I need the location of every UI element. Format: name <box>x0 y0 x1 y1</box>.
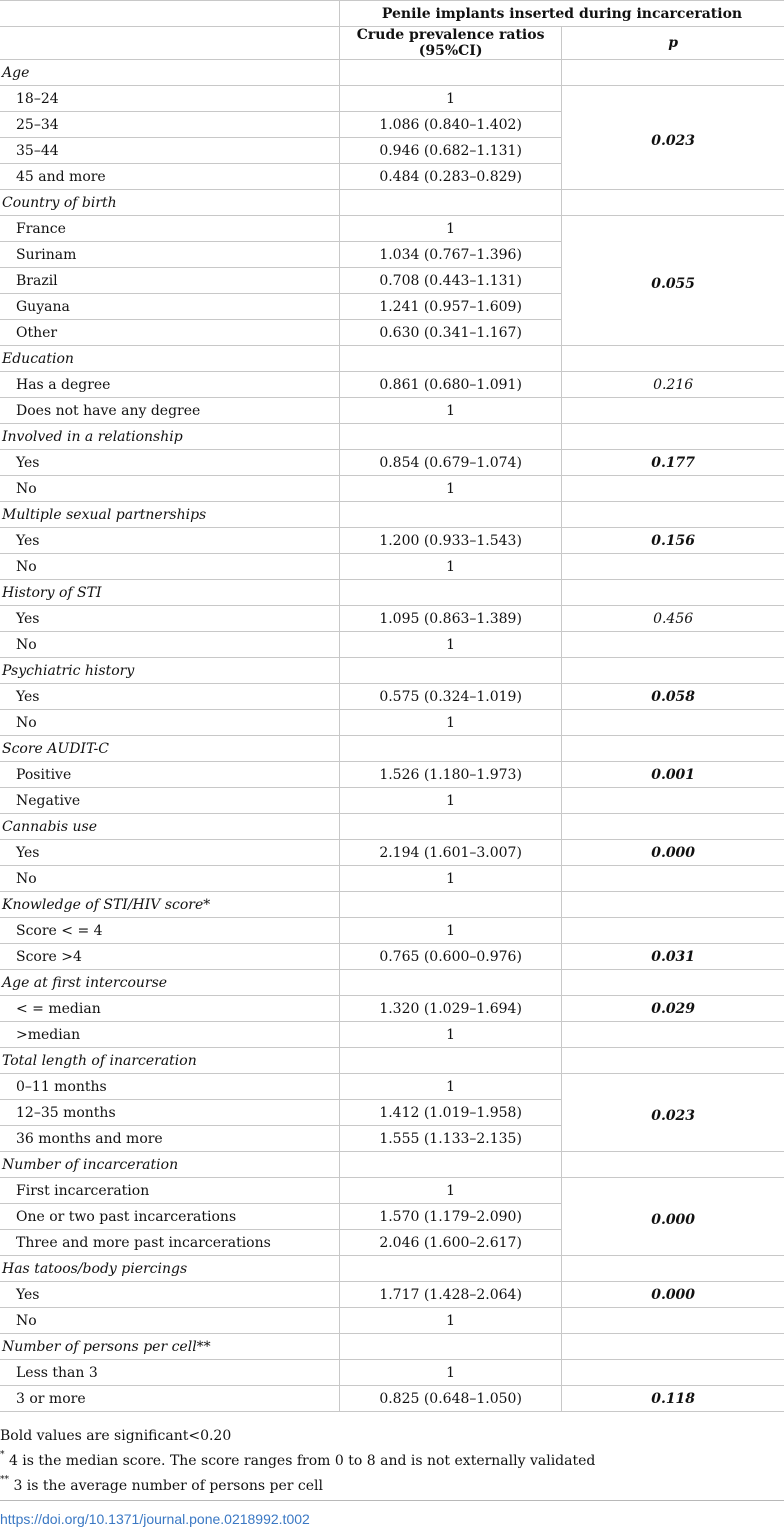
category-row <box>0 502 784 528</box>
table-row <box>0 1308 784 1334</box>
category-label: Involved in a relationship <box>0 424 340 450</box>
ratio-cell: 0.484 (0.283–0.829) <box>340 164 562 190</box>
table-row <box>0 398 784 424</box>
ratio-cell: 1 <box>340 632 562 658</box>
ratio-cell <box>340 1152 562 1178</box>
level-label: Brazil <box>0 268 340 294</box>
level-label: Yes <box>0 684 340 710</box>
level-label: 18–24 <box>0 86 340 112</box>
ratio-cell <box>340 970 562 996</box>
level-label: Yes <box>0 450 340 476</box>
ratio-cell <box>340 580 562 606</box>
footnote-mark-1: * <box>0 1450 5 1460</box>
note-bold: Bold values are significant<0.20 <box>0 1428 232 1444</box>
ratio-cell: 1 <box>340 918 562 944</box>
p-value-cell: 0.001 <box>562 762 784 788</box>
p-value-cell <box>562 502 784 528</box>
category-row <box>0 736 784 762</box>
p-value-cell <box>562 554 784 580</box>
footnote-mark-2: ** <box>0 1475 9 1485</box>
p-value-cell: 0.031 <box>562 944 784 970</box>
category-row <box>0 580 784 606</box>
table-row <box>0 762 784 788</box>
table-row <box>0 996 784 1022</box>
ratio-cell: 1 <box>340 788 562 814</box>
category-label: Psychiatric history <box>0 658 340 684</box>
category-label: Cannabis use <box>0 814 340 840</box>
table-row <box>0 1074 784 1100</box>
header-row-group <box>0 1 784 27</box>
category-row <box>0 1152 784 1178</box>
ratio-cell <box>340 60 562 86</box>
p-value-cell: 0.456 <box>562 606 784 632</box>
category-row <box>0 1048 784 1074</box>
ratio-cell: 1.034 (0.767–1.396) <box>340 242 562 268</box>
level-label: Surinam <box>0 242 340 268</box>
p-value-cell: 0.023 <box>562 1074 784 1152</box>
level-label: Score >4 <box>0 944 340 970</box>
level-label: Less than 3 <box>0 1360 340 1386</box>
p-value-cell <box>562 190 784 216</box>
p-value-cell <box>562 658 784 684</box>
level-label: Yes <box>0 528 340 554</box>
header-p: p <box>562 27 784 60</box>
p-value-cell: 0.000 <box>562 1282 784 1308</box>
level-label: 3 or more <box>0 1386 340 1412</box>
table-row <box>0 1360 784 1386</box>
category-row <box>0 658 784 684</box>
ratio-cell: 1.526 (1.180–1.973) <box>340 762 562 788</box>
p-value-cell <box>562 710 784 736</box>
header-blank-cell <box>0 27 340 60</box>
level-label: First incarceration <box>0 1178 340 1204</box>
level-label: No <box>0 710 340 736</box>
p-value-cell <box>562 476 784 502</box>
p-value-cell <box>562 970 784 996</box>
ratio-cell <box>340 346 562 372</box>
level-label: Yes <box>0 840 340 866</box>
category-label: Score AUDIT-C <box>0 736 340 762</box>
ratio-cell <box>340 190 562 216</box>
category-label: Country of birth <box>0 190 340 216</box>
table-row <box>0 840 784 866</box>
level-label: Other <box>0 320 340 346</box>
level-label: France <box>0 216 340 242</box>
table-row <box>0 788 784 814</box>
p-value-cell <box>562 814 784 840</box>
ratio-cell: 0.765 (0.600–0.976) <box>340 944 562 970</box>
level-label: No <box>0 632 340 658</box>
ratio-cell <box>340 658 562 684</box>
table-row <box>0 554 784 580</box>
ratio-cell <box>340 736 562 762</box>
category-label: Number of incarceration <box>0 1152 340 1178</box>
p-value-cell <box>562 736 784 762</box>
table-row <box>0 372 784 398</box>
p-value-cell <box>562 580 784 606</box>
ratio-cell <box>340 1256 562 1282</box>
p-value-cell <box>562 398 784 424</box>
ratio-cell: 0.946 (0.682–1.131) <box>340 138 562 164</box>
ratio-cell: 1 <box>340 554 562 580</box>
category-label: Age <box>0 60 340 86</box>
p-value-cell: 0.177 <box>562 450 784 476</box>
header-blank-cell <box>0 1 340 27</box>
ratio-cell: 0.825 (0.648–1.050) <box>340 1386 562 1412</box>
ratio-cell: 1.200 (0.933–1.543) <box>340 528 562 554</box>
category-label: Number of persons per cell** <box>0 1334 340 1360</box>
level-label: Yes <box>0 606 340 632</box>
table-row <box>0 944 784 970</box>
level-label: No <box>0 554 340 580</box>
doi-link[interactable]: https://doi.org/10.1371/journal.pone.0218992.t002 <box>0 1500 784 1527</box>
ratio-cell: 1.095 (0.863–1.389) <box>340 606 562 632</box>
p-value-cell <box>562 1360 784 1386</box>
level-label: 45 and more <box>0 164 340 190</box>
p-value-cell <box>562 1334 784 1360</box>
p-value-cell <box>562 1152 784 1178</box>
ratio-cell <box>340 892 562 918</box>
ratio-cell: 1 <box>340 398 562 424</box>
p-value-cell: 0.023 <box>562 86 784 190</box>
table-row <box>0 1386 784 1412</box>
p-value-cell <box>562 1256 784 1282</box>
category-label: Has tatoos/body piercings <box>0 1256 340 1282</box>
header-group-title: Penile implants inserted during incarceration <box>340 1 784 27</box>
ratio-cell: 1.086 (0.840–1.402) <box>340 112 562 138</box>
ratio-cell: 1 <box>340 1308 562 1334</box>
table-row <box>0 632 784 658</box>
footnote-text-2: 3 is the average number of persons per cell <box>9 1478 324 1494</box>
level-label: 0–11 months <box>0 1074 340 1100</box>
level-label: Has a degree <box>0 372 340 398</box>
category-label: Knowledge of STI/HIV score* <box>0 892 340 918</box>
ratio-cell <box>340 424 562 450</box>
table-row <box>0 710 784 736</box>
category-row <box>0 346 784 372</box>
ratio-cell: 1 <box>340 1022 562 1048</box>
level-label: >median <box>0 1022 340 1048</box>
category-row <box>0 814 784 840</box>
p-value-cell: 0.000 <box>562 1178 784 1256</box>
ratio-cell: 1 <box>340 476 562 502</box>
p-value-cell <box>562 866 784 892</box>
level-label: 35–44 <box>0 138 340 164</box>
level-label: Yes <box>0 1282 340 1308</box>
category-row <box>0 1256 784 1282</box>
p-value-cell <box>562 1022 784 1048</box>
level-label: No <box>0 476 340 502</box>
note-footnote-1 <box>0 1449 784 1474</box>
category-label: Age at first intercourse <box>0 970 340 996</box>
p-value-cell <box>562 918 784 944</box>
p-value-cell: 0.000 <box>562 840 784 866</box>
ratio-cell: 0.575 (0.324–1.019) <box>340 684 562 710</box>
p-value-cell <box>562 788 784 814</box>
table-row <box>0 86 784 112</box>
ratio-cell: 0.708 (0.443–1.131) <box>340 268 562 294</box>
table-row <box>0 1022 784 1048</box>
table-body <box>0 60 784 1412</box>
category-row <box>0 892 784 918</box>
level-label: Positive <box>0 762 340 788</box>
p-value-cell: 0.216 <box>562 372 784 398</box>
ratio-cell: 1 <box>340 1074 562 1100</box>
p-value-cell: 0.055 <box>562 216 784 346</box>
table-row <box>0 684 784 710</box>
ratio-cell <box>340 1048 562 1074</box>
category-label: History of STI <box>0 580 340 606</box>
level-label: 12–35 months <box>0 1100 340 1126</box>
level-label: Guyana <box>0 294 340 320</box>
ratio-cell: 1 <box>340 866 562 892</box>
ratio-cell <box>340 1334 562 1360</box>
p-value-cell <box>562 892 784 918</box>
header-row-columns <box>0 27 784 60</box>
ratio-cell: 1 <box>340 710 562 736</box>
p-value-cell: 0.029 <box>562 996 784 1022</box>
category-row <box>0 60 784 86</box>
p-value-cell <box>562 632 784 658</box>
table-row <box>0 216 784 242</box>
ratio-cell: 2.194 (1.601–3.007) <box>340 840 562 866</box>
category-row <box>0 1334 784 1360</box>
ratio-cell: 1.241 (0.957–1.609) <box>340 294 562 320</box>
ratio-cell: 1 <box>340 1360 562 1386</box>
ratio-cell: 1.555 (1.133–2.135) <box>340 1126 562 1152</box>
level-label: 25–34 <box>0 112 340 138</box>
ratio-cell: 0.861 (0.680–1.091) <box>340 372 562 398</box>
table-row <box>0 450 784 476</box>
category-label: Education <box>0 346 340 372</box>
level-label: Negative <box>0 788 340 814</box>
table-row <box>0 866 784 892</box>
level-label: 36 months and more <box>0 1126 340 1152</box>
p-value-cell: 0.118 <box>562 1386 784 1412</box>
ratio-cell <box>340 502 562 528</box>
p-value-cell <box>562 346 784 372</box>
ratio-cell: 1 <box>340 216 562 242</box>
ratio-cell: 2.046 (1.600–2.617) <box>340 1230 562 1256</box>
level-label: One or two past incarcerations <box>0 1204 340 1230</box>
table-row <box>0 918 784 944</box>
p-value-cell <box>562 60 784 86</box>
category-row <box>0 190 784 216</box>
ratio-cell: 1 <box>340 86 562 112</box>
category-label: Multiple sexual partnerships <box>0 502 340 528</box>
p-value-cell: 0.156 <box>562 528 784 554</box>
header-ratio: Crude prevalence ratios (95%CI) <box>340 27 562 60</box>
ratio-cell: 1 <box>340 1178 562 1204</box>
ratio-cell: 0.630 (0.341–1.167) <box>340 320 562 346</box>
category-row <box>0 424 784 450</box>
ratio-cell: 1.320 (1.029–1.694) <box>340 996 562 1022</box>
level-label: Three and more past incarcerations <box>0 1230 340 1256</box>
ratio-cell: 0.854 (0.679–1.074) <box>340 450 562 476</box>
table-row <box>0 528 784 554</box>
ratio-cell: 1.412 (1.019–1.958) <box>340 1100 562 1126</box>
level-label: Score < = 4 <box>0 918 340 944</box>
table-notes <box>0 1424 784 1499</box>
level-label: No <box>0 1308 340 1334</box>
footnote-text-1: 4 is the median score. The score ranges from 0 to 8 and is not externally validated <box>4 1453 596 1469</box>
table-row <box>0 606 784 632</box>
ratio-cell: 1.717 (1.428–2.064) <box>340 1282 562 1308</box>
p-value-cell <box>562 424 784 450</box>
p-value-cell <box>562 1048 784 1074</box>
level-label: Does not have any degree <box>0 398 340 424</box>
category-label: Total length of inarceration <box>0 1048 340 1074</box>
table-row <box>0 1178 784 1204</box>
level-label: No <box>0 866 340 892</box>
note-footnote-2 <box>0 1474 784 1499</box>
ratio-cell <box>340 814 562 840</box>
category-row <box>0 970 784 996</box>
table-row <box>0 1282 784 1308</box>
ratio-cell: 1.570 (1.179–2.090) <box>340 1204 562 1230</box>
p-value-cell: 0.058 <box>562 684 784 710</box>
level-label: < = median <box>0 996 340 1022</box>
p-value-cell <box>562 1308 784 1334</box>
table-row <box>0 476 784 502</box>
